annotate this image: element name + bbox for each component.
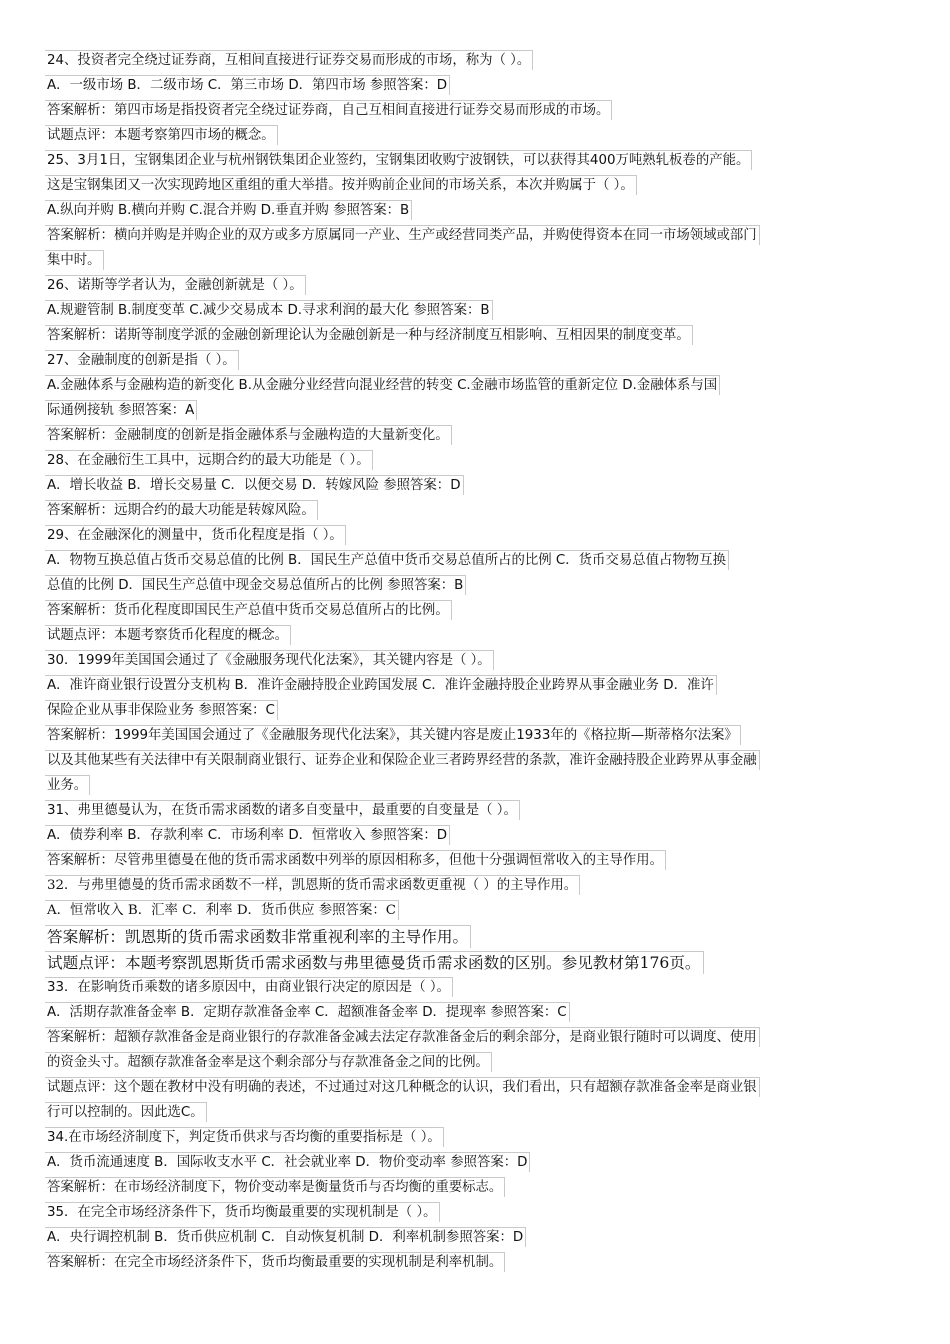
q32-comment: 试题点评：本题考察凯恩斯货币需求函数与弗里德曼货币需求函数的区别。参见教材第176页。 — [45, 951, 704, 974]
document-page — [45, 50, 905, 1277]
q26-options: A.规避管制 B.制度变革 C.减少交易成本 D.寻求利润的最大化 参照答案：B — [45, 300, 493, 320]
q33-options: A．活期存款准备金率 B．定期存款准备金率 C．超额准备金率 D．提现率 参照答案：C — [45, 1002, 570, 1022]
q30-explanation-line3: 业务。 — [45, 775, 90, 795]
q28-options: A．增长收益 B．增长交易量 C．以便交易 D．转嫁风险 参照答案：D — [45, 475, 464, 495]
q24-comment: 试题点评：本题考察第四市场的概念。 — [45, 125, 278, 145]
q26-explanation: 答案解析：诺斯等制度学派的金融创新理论认为金融创新是一种与经济制度互相影响、互相因果的制度变革。 — [45, 325, 693, 345]
q25-question-line1: 25、3月1日，宝钢集团企业与杭州钢铁集团企业签约，宝钢集团收购宁波钢铁，可以获得其400万吨熟轧板卷的产能。 — [45, 150, 752, 170]
q27-options-line1: A.金融体系与金融构造的新变化 B.从金融分业经营向混业经营的转变 C.金融市场监管的重新定位 D.金融体系与国 — [45, 375, 720, 395]
q35-options: A．央行调控机制 B．货币供应机制 C．自动恢复机制 D．利率机制参照答案：D — [45, 1227, 526, 1247]
q29-explanation: 答案解析：货币化程度即国民生产总值中货币交易总值所占的比例。 — [45, 600, 452, 620]
q30-question: 30．1999年美国国会通过了《金融服务现代化法案》，其关键内容是（ ）。 — [45, 650, 494, 670]
q33-comment-line2: 行可以控制的。因此选C。 — [45, 1102, 207, 1122]
q27-explanation: 答案解析：金融制度的创新是指金融体系与金融构造的大量新变化。 — [45, 425, 452, 445]
q33-explanation-line2: 的资金头寸。超额存款准备金率是这个剩余部分与存款准备金之间的比例。 — [45, 1052, 492, 1072]
q35-question: 35．在完全市场经济条件下，货币均衡最重要的实现机制是（ ）。 — [45, 1202, 440, 1222]
q24-question: 24、投资者完全绕过证券商，互相间直接进行证券交易而形成的市场，称为（ ）。 — [45, 50, 533, 70]
q29-options-line2: 总值的比例 D．国民生产总值中现金交易总值所占的比例 参照答案：B — [45, 575, 466, 595]
q29-question: 29、在金融深化的测量中，货币化程度是指（ ）。 — [45, 525, 346, 545]
q25-explanation-line1: 答案解析：横向并购是并购企业的双方或多方原属同一产业、生产或经营同类产品，并购使得资本在同一市场领域或部门 — [45, 225, 760, 245]
q34-question: 34.在市场经济制度下，判定货币供求与否均衡的重要指标是（ ）。 — [45, 1127, 444, 1147]
q26-question: 26、诺斯等学者认为，金融创新就是（ ）。 — [45, 275, 306, 295]
q32-explanation: 答案解析：凯恩斯的货币需求函数非常重视利率的主导作用。 — [45, 925, 471, 948]
q30-options-line1: A．准许商业银行设置分支机构 B．准许金融持股企业跨国发展 C．准许金融持股企业跨界从事金融业务 D．准许 — [45, 675, 717, 695]
q27-options-line2: 际通例接轨 参照答案：A — [45, 400, 197, 420]
q33-explanation-line1: 答案解析：超额存款准备金是商业银行的存款准备金减去法定存款准备金后的剩余部分，是商业银行随时可以调度、使用 — [45, 1027, 760, 1047]
q35-explanation: 答案解析：在完全市场经济条件下，货币均衡最重要的实现机制是利率机制。 — [45, 1252, 505, 1272]
q27-question: 27、金融制度的创新是指（ ）。 — [45, 350, 239, 370]
q30-options-line2: 保险企业从事非保险业务 参照答案：C — [45, 700, 278, 720]
q25-options: A.纵向并购 B.横向并购 C.混合并购 D.垂直并购 参照答案：B — [45, 200, 412, 220]
q28-question: 28、在金融衍生工具中，远期合约的最大功能是（ ）。 — [45, 450, 373, 470]
q32-question: 32．与弗里德曼的货币需求函数不一样，凯恩斯的货币需求函数更重视（ ）的主导作用。 — [45, 875, 580, 895]
q31-question: 31、弗里德曼认为，在货币需求函数的诸多自变量中，最重要的自变量是（ ）。 — [45, 800, 520, 820]
q28-explanation: 答案解析：远期合约的最大功能是转嫁风险。 — [45, 500, 318, 520]
q31-options: A．债券利率 B．存款利率 C．市场利率 D．恒常收入 参照答案：D — [45, 825, 450, 845]
q34-explanation: 答案解析：在市场经济制度下，物价变动率是衡量货币与否均衡的重要标志。 — [45, 1177, 505, 1197]
q24-options: A．一级市场 B．二级市场 C．第三市场 D．第四市场 参照答案：D — [45, 75, 450, 95]
q32-options: A．恒常收入 B．汇率 C．利率 D．货币供应 参照答案：C — [45, 900, 399, 920]
q34-options: A．货币流通速度 B．国际收支水平 C．社会就业率 D．物价变动率 参照答案：D — [45, 1152, 530, 1172]
q30-explanation-line1: 答案解析：1999年美国国会通过了《金融服务现代化法案》，其关键内容是废止1933年的《格拉斯—斯蒂格尔法案》 — [45, 725, 741, 745]
q25-question-line2: 这是宝钢集团又一次实现跨地区重组的重大举措。按并购前企业间的市场关系，本次并购属于（ ）。 — [45, 175, 637, 195]
q29-options-line1: A．物物互换总值占货币交易总值的比例 B．国民生产总值中货币交易总值所占的比例 C．货币交易总值占物物互换 — [45, 550, 729, 570]
q25-explanation-line2: 集中时。 — [45, 250, 104, 270]
q29-comment: 试题点评：本题考察货币化程度的概念。 — [45, 625, 291, 645]
q24-explanation: 答案解析：第四市场是指投资者完全绕过证券商，自己互相间直接进行证券交易而形成的市场。 — [45, 100, 612, 120]
q30-explanation-line2: 以及其他某些有关法律中有关限制商业银行、证券企业和保险企业三者跨界经营的条款，准许金融持股企业跨界从事金融 — [45, 750, 760, 770]
q33-question: 33．在影响货币乘数的诸多原因中，由商业银行决定的原因是（ ）。 — [45, 977, 453, 997]
q33-comment-line1: 试题点评：这个题在教材中没有明确的表述，不过通过对这几种概念的认识，我们看出，只有超额存款准备金率是商业银 — [45, 1077, 760, 1097]
q31-explanation: 答案解析：尽管弗里德曼在他的货币需求函数中列举的原因相称多，但他十分强调恒常收入的主导作用。 — [45, 850, 666, 870]
